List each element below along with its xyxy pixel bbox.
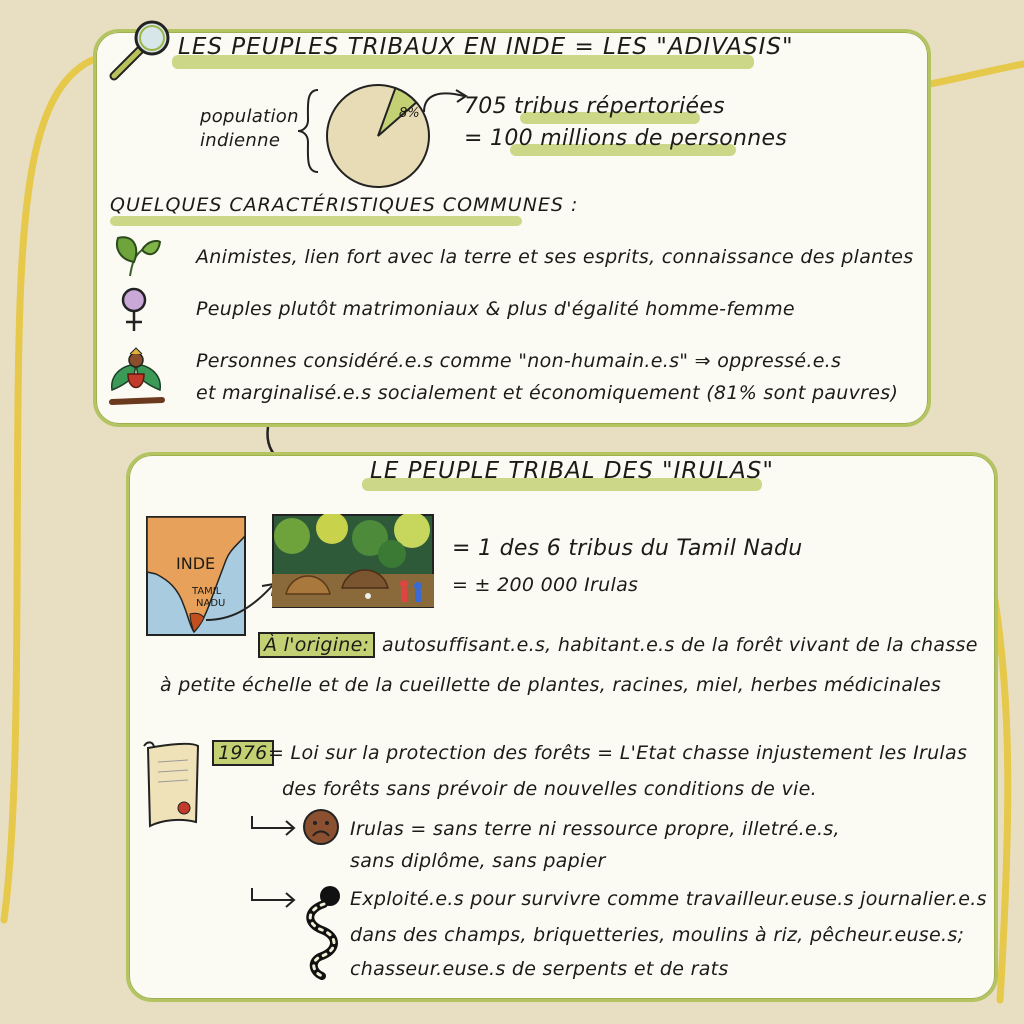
characteristics-title: QUELQUES CARACTÉRISTIQUES COMMUNES :: [110, 194, 579, 216]
irulas-fact-tribes: = 1 des 6 tribus du Tamil Nadu: [452, 536, 803, 561]
characteristic-oppression-line2: et marginalisé.e.s socialement et économiquement (81% sont pauvres): [196, 382, 899, 404]
consequence-landless-line1: Irulas = sans terre ni ressource propre, illetré.e.s,: [350, 818, 840, 840]
characteristic-matrimonial: Peuples plutôt matrimoniaux & plus d'égalité homme-femme: [196, 298, 795, 320]
irulas-panel: [126, 452, 998, 1002]
curved-arrow-icon: [420, 86, 470, 116]
origin-label: À l'origine:: [258, 632, 375, 658]
hook-arrow-icon: [248, 814, 300, 836]
forest-village-illustration: [272, 514, 434, 608]
origin-text-line2: à petite échelle et de la cueillette de plantes, racines, miel, herbes médicinales: [160, 674, 942, 696]
population-pie-chart: [322, 80, 434, 192]
origin-text-line1: autosuffisant.e.s, habitant.e.s de la forêt vivant de la chasse: [382, 634, 978, 656]
pie-percent-label: 8%: [399, 106, 420, 121]
law-text-line2: des forêts sans prévoir de nouvelles conditions de vie.: [282, 778, 817, 800]
magnifying-glass-icon: [104, 18, 176, 84]
leaf-icon: [112, 234, 162, 278]
law-year: 1976: [212, 740, 274, 766]
consequence-exploited-line3: chasseur.euse.s de serpents et de rats: [350, 958, 729, 980]
characteristic-oppression-line1: Personnes considéré.e.s comme "non-humain.e.s" ⇒ oppressé.e.s: [196, 350, 842, 372]
tribes-count: 705 tribus répertoriées: [464, 94, 725, 119]
page-title: LES PEUPLES TRIBAUX EN INDE = LES "ADIVASIS": [178, 34, 794, 60]
hook-arrow-icon-2: [248, 886, 300, 908]
female-symbol-icon: [118, 286, 150, 334]
irulas-title: LE PEUPLE TRIBAL DES "IRULAS": [370, 458, 774, 484]
consequence-exploited-line2: dans des champs, briquetteries, moulins à riz, pêcheur.euse.s;: [350, 924, 965, 946]
law-text-line1: = Loi sur la protection des forêts = L'Etat chasse injustement les Irulas: [268, 742, 968, 764]
consequence-exploited-line1: Exploité.e.s pour survivre comme travailleur.euse.s journalier.e.s: [350, 888, 987, 910]
people-count: = 100 millions de personnes: [464, 126, 788, 151]
snake-icon: [300, 884, 346, 980]
population-label-line2: indienne: [200, 130, 281, 151]
characteristic-animism: Animistes, lien fort avec la terre et ses esprits, connaissance des plantes: [196, 246, 914, 268]
sad-face-icon: [302, 808, 340, 846]
curly-brace-icon: [292, 86, 322, 176]
irulas-fact-population: = ± 200 000 Irulas: [452, 574, 639, 596]
map-region-label-line2: NADU: [196, 598, 226, 609]
map-arrow-icon: [200, 580, 280, 624]
bird-figure-icon: [104, 346, 168, 414]
consequence-landless-line2: sans diplôme, sans papier: [350, 850, 606, 872]
map-region-label-line1: TAMIL: [192, 586, 222, 597]
population-label-line1: population: [200, 106, 299, 127]
map-country-label: INDE: [176, 554, 216, 573]
scroll-document-icon: [140, 738, 204, 834]
